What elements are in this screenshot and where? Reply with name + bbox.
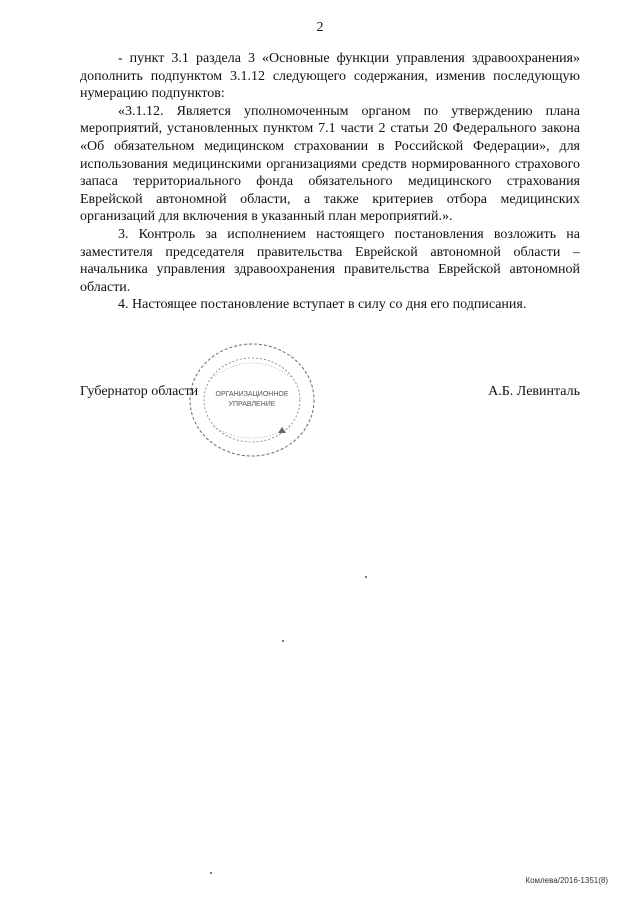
official-seal [182,338,322,462]
seal-text-line1: ОРГАНИЗАЦИОННОЕ [215,391,289,398]
signature-title: Губернатор области [80,384,199,399]
scan-speck [365,576,367,578]
paragraph-control: 3. Контроль за исполнением настоящего постановления возложить на заместителя председателя правительства Еврейской автономной области – начальника управления здравоохранения правительства Еврейской автономной области. [80,226,580,295]
paragraph-effective: 4. Настоящее постановление вступает в силу со дня его подписания. [118,297,527,313]
page-number: 2 [316,20,324,35]
signature-name: А.Б. Левинталь [488,384,580,399]
paragraph-subclause: «3.1.12. Является уполномоченным органом по утверждению плана мероприятий, установленных пунктом 7.1 части 2 статьи 20 Федерального закона «Об обязательном медицинском страховании в Российской Федерации», для использования медицинскими организациями средств нормированного страхового запаса территориального фонда обязательного медицинского страхования Еврейской автономной области, а также критериев отбора медицинских организаций для включения в указанный план мероприятий.». [80,103,580,225]
seal-text-line2: УПРАВЛЕНИЕ [228,401,276,408]
paragraph-amendment: - пункт 3.1 раздела 3 «Основные функции управления здравоохранения» дополнить подпунктом 3.1.12 следующего содержания, изменив последующую нумерацию подпунктов: [80,51,580,102]
document-footer-code: Комлева/2016-1351(8) [525,876,608,885]
scan-speck [210,872,212,874]
scan-speck [282,640,284,642]
document-body [80,50,580,314]
